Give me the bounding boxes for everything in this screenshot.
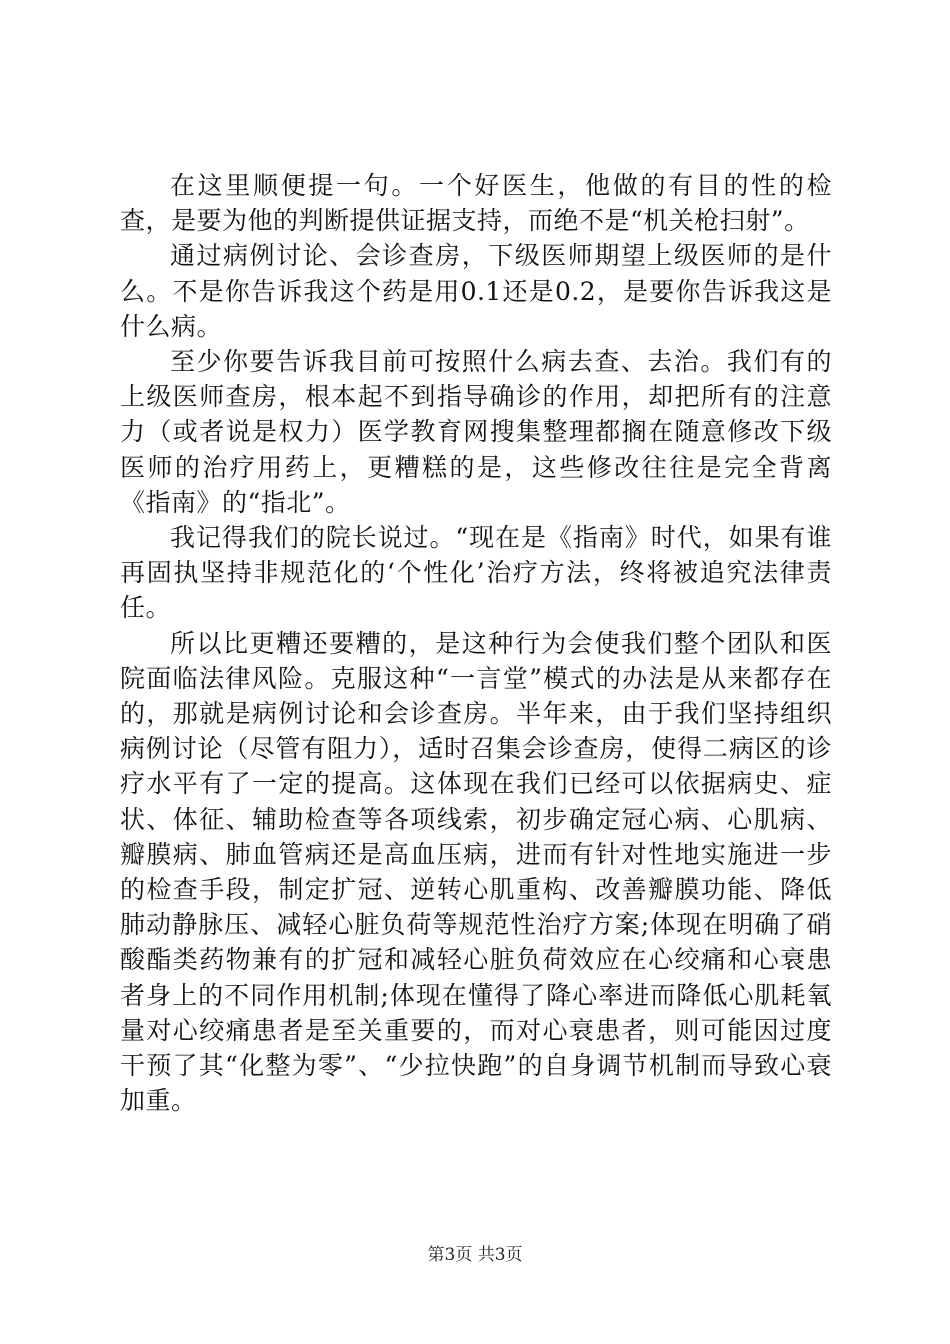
document-body — [120, 168, 832, 1118]
paragraph-1: 在这里顺便提一句。一个好医生，他做的有目的性的检查，是要为他的判断提供证据支持，而绝不是“机关枪扫射”。 — [120, 171, 832, 236]
paragraph-5: 所以比更糟还要糟的，是这种行为会使我们整个团队和医院面临法律风险。克服这种“一言堂”模式的办法是从来都存在的，那就是病例讨论和会诊查房。半年来，由于我们坚持组织病例讨论（尽管有阻力），适时召集会诊查房，使得二病区的诊疗水平有了一定的提高。这体现在我们已经可以依据病史、症状、体征、辅助检查等各项线索，初步确定冠心病、心肌病、瓣膜病、肺血管病还是高血压病，进而有针对性地实施进一步的检查手段，制定扩冠、逆转心肌重构、改善瓣膜功能、降低肺动静脉压、减轻心脏负荷等规范性治疗方案;体现在明确了硝酸酯类药物兼有的扩冠和减轻心脏负荷效应在心绞痛和心衰患者身上的不同作用机制;体现在懂得了降心率进而降低心肌耗氧量对心绞痛患者是至关重要的，而对心衰患者，则可能因过度干预了其“化整为零”、“少拉快跑”的自身调节机制而导致心衰加重。 — [120, 628, 832, 1116]
paragraph-3: 至少你要告诉我目前可按照什么病去查、去治。我们有的上级医师查房，根本起不到指导确诊的作用，却把所有的注意力（或者说是权力）医学教育网搜集整理都搁在随意修改下级医师的治疗用药上，更糟糕的是，这些修改往往是完全背离《指南》的“指北”。 — [120, 347, 832, 517]
paragraph-4: 我记得我们的院长说过。“现在是《指南》时代，如果有谁再固执坚持非规范化的‘个性化’治疗方法，终将被追究法律责任。 — [120, 523, 832, 623]
paragraph-2: 通过病例讨论、会诊查房，下级医师期望上级医师的是什么。不是你告诉我这个药是用0.1还是0.2，是要你告诉我这是什么病。 — [120, 241, 832, 341]
page-footer: 第3页 共3页 — [427, 1245, 523, 1265]
